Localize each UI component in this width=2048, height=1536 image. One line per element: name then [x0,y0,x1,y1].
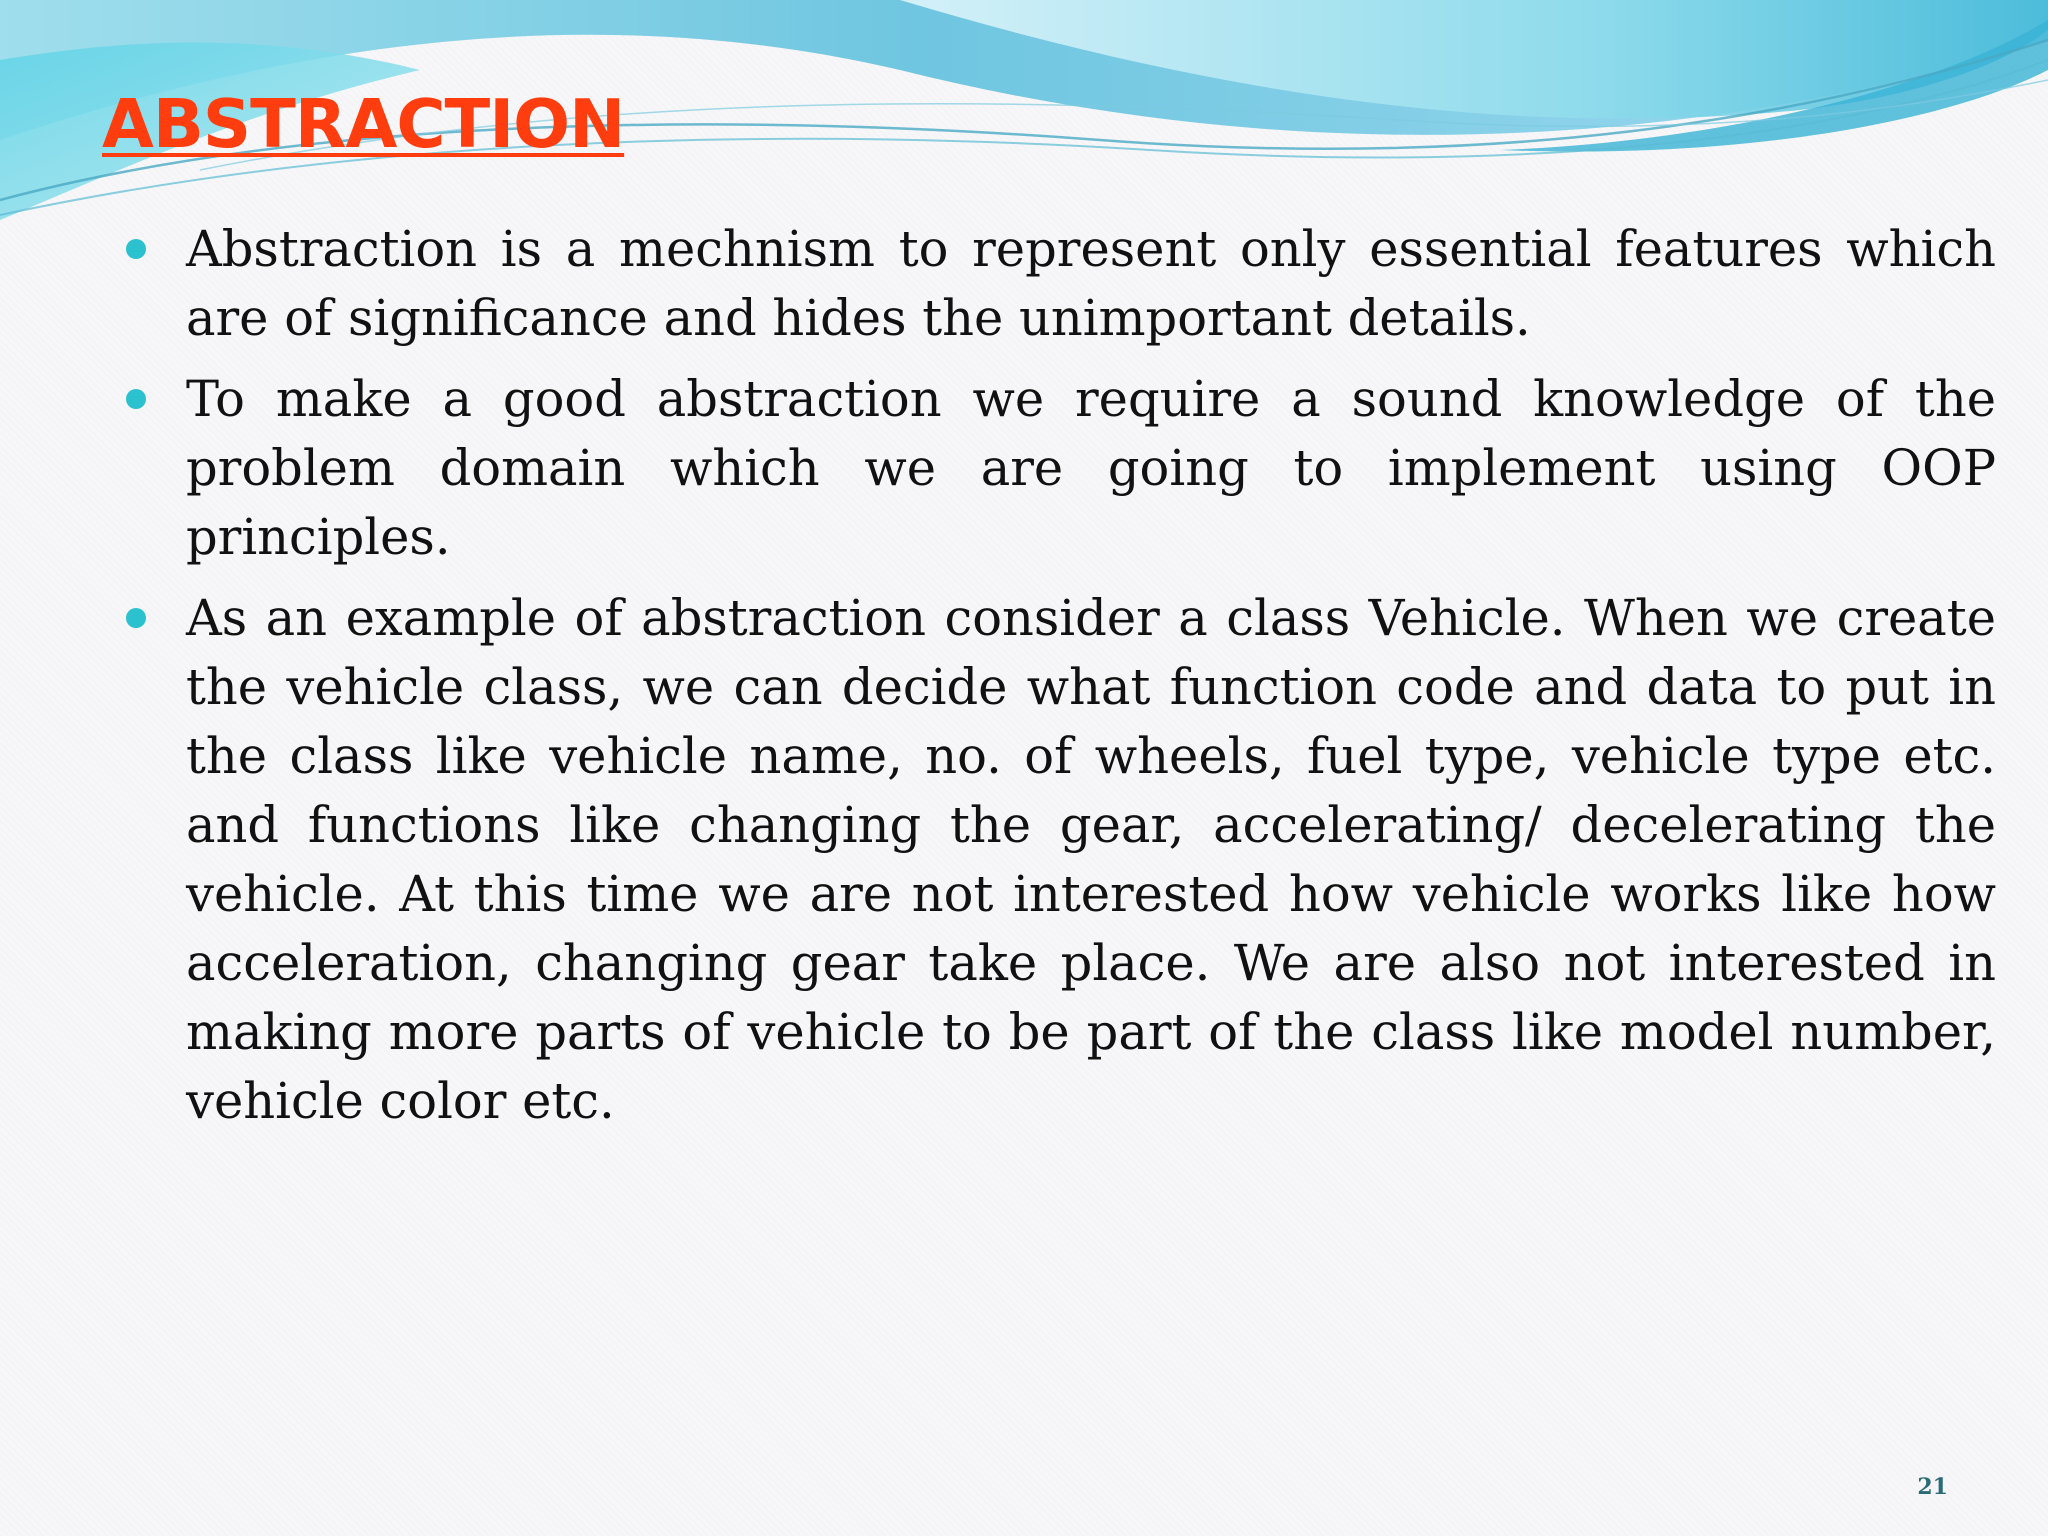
bullet-dot-icon [126,239,146,259]
bullet-list [126,215,1996,1148]
bullet-dot-icon [126,389,146,409]
bullet-item [126,215,1996,353]
slide-number: 21 [1917,1474,1948,1500]
bullet-dot-icon [126,608,146,628]
bullet-text: Abstraction is a mechnism to represent only essential features which are of significance and hides the unimportant details. [186,220,1996,347]
bullet-text: To make a good abstraction we require a sound knowledge of the problem domain which we are going to implement using OOP principles. [186,370,1996,566]
bullet-item [126,365,1996,572]
slide-title: ABSTRACTION [102,85,625,163]
bullet-text: As an example of abstraction consider a class Vehicle. When we create the vehicle class, we can decide what function code and data to put in the class like vehicle name, no. of wheels, fuel type, vehicle type etc. and functions like changing the gear, accelerating/ decelerating the vehicle. At this time we are not interested how vehicle works like how acceleration, changing gear take place. We are also not interested in making more parts of vehicle to be part of the class like model number, vehicle color etc. [186,589,1996,1130]
bullet-item [126,584,1996,1136]
